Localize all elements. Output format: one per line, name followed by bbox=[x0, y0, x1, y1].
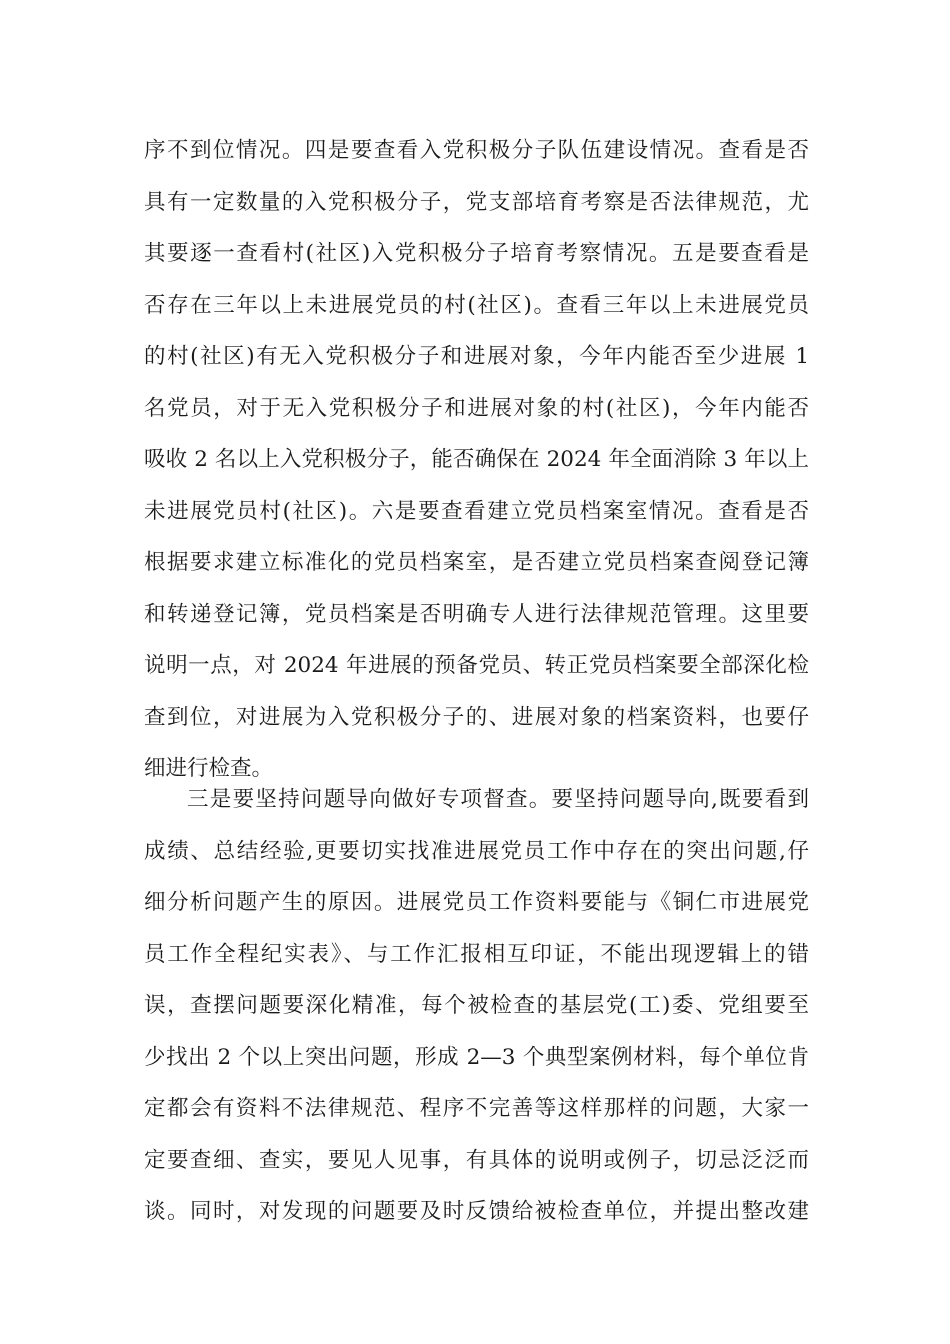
text-line: 吸收 2 名以上入党积极分子，能否确保在 2024 年全面消除 3 年以上 bbox=[144, 447, 809, 472]
text-line: 根据要求建立标准化的党员档案室，是否建立党员档案查阅登记簿 bbox=[144, 550, 809, 575]
text-line: 其要逐一查看村(社区)入党积极分子培育考察情况。五是要查看是 bbox=[144, 241, 809, 266]
text-line: 查到位，对进展为入党积极分子的、进展对象的档案资料，也要仔 bbox=[144, 704, 809, 730]
text-line: 和转递登记簿，党员档案是否明确专人进行法律规范管理。这里要 bbox=[144, 601, 809, 627]
text-line: 具有一定数量的入党积极分子，党支部培育考察是否法律规范，尤 bbox=[144, 189, 809, 215]
text-line: 未进展党员村(社区)。六是要查看建立党员档案室情况。查看是否 bbox=[144, 498, 809, 524]
text-line: 细进行检查。 bbox=[144, 756, 274, 781]
paragraph-2 bbox=[144, 774, 809, 1238]
text-line: 少找出 2 个以上突出问题，形成 2—3 个典型案例材料，每个单位肯 bbox=[144, 1044, 809, 1070]
text-line: 三是要坚持问题导向做好专项督查。要坚持问题导向,既要看到 bbox=[187, 787, 809, 812]
text-line: 说明一点，对 2024 年进展的预备党员、转正党员档案要全部深化检 bbox=[144, 653, 809, 678]
text-line: 名党员，对于无入党积极分子和进展对象的村(社区)，今年内能否 bbox=[144, 395, 809, 421]
text-line: 的村(社区)有无入党积极分子和进展对象，今年内能否至少进展 1 bbox=[144, 344, 809, 369]
text-line: 细分析问题产生的原因。进展党员工作资料要能与《铜仁市进展党 bbox=[144, 890, 809, 915]
paragraph-1 bbox=[144, 125, 809, 795]
text-line: 否存在三年以上未进展党员的村(社区)。查看三年以上未进展党员 bbox=[144, 292, 809, 318]
text-line: 员工作全程纪实表》、与工作汇报相互印证，不能出现逻辑上的错 bbox=[144, 941, 809, 967]
text-line: 定要查细、查实，要见人见事，有具体的说明或例子，切忌泛泛而 bbox=[144, 1147, 809, 1173]
text-line: 定都会有资料不法律规范、程序不完善等这样那样的问题，大家一 bbox=[144, 1096, 809, 1121]
text-line: 成绩、总结经验,更要切实找准进展党员工作中存在的突出问题,仔 bbox=[144, 838, 809, 864]
text-line: 序不到位情况。四是要查看入党积极分子队伍建设情况。查看是否 bbox=[144, 138, 809, 163]
text-line: 误，查摆问题要深化精准，每个被检查的基层党(工)委、党组要至 bbox=[144, 993, 809, 1018]
text-line: 谈。同时，对发现的问题要及时反馈给被检查单位，并提出整改建 bbox=[144, 1199, 809, 1224]
